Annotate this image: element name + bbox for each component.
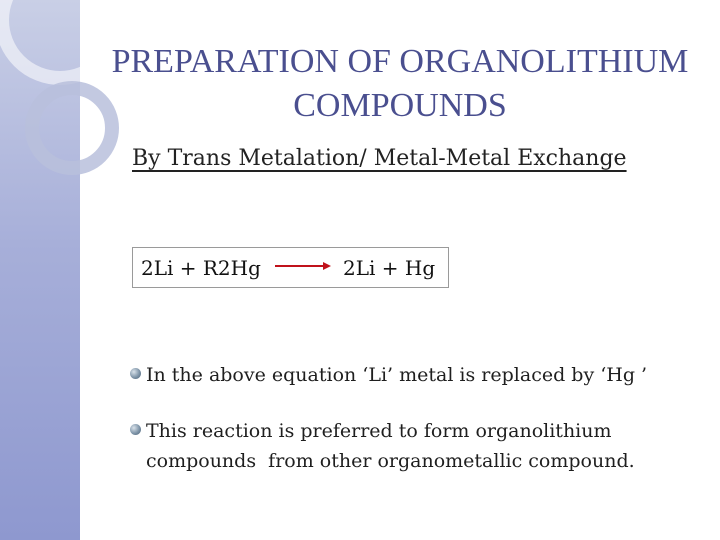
equation-reactants: 2Li + R2Hg [141, 256, 261, 280]
slide-subtitle: By Trans Metalation/ Metal-Metal Exchange [132, 146, 627, 171]
title-line-1: PREPARATION OF ORGANOLITHIUM [111, 43, 689, 80]
bullet-icon [130, 368, 141, 379]
bullet-text-line-2: compounds from other organometallic compound. [146, 450, 635, 472]
bullet-item-2 [130, 416, 690, 476]
bullet-item-1 [130, 360, 690, 390]
bullet-text [146, 416, 691, 476]
bullet-text-line-1: This reaction is preferred to form organolithium [146, 420, 612, 442]
title-line-2: COMPOUNDS [293, 87, 507, 124]
equation-products: 2Li + Hg [343, 256, 436, 280]
slide-title [80, 40, 720, 128]
bullet-icon [130, 424, 141, 435]
equation-box [132, 247, 449, 288]
bullet-text: In the above equation ‘Li’ metal is replaced by ‘Hg ’ [146, 364, 648, 386]
reaction-arrow-icon [273, 257, 333, 271]
